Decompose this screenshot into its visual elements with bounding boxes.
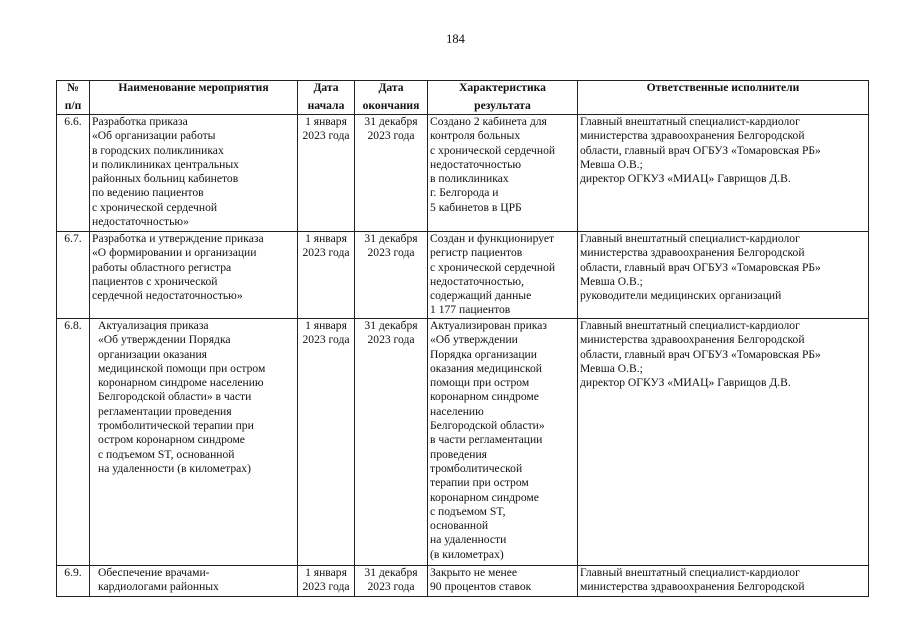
name-line: «Об организации работы [92,129,216,143]
name-line: «Об утверждении Порядка [98,333,231,347]
header-end-date: Дата окончания [355,81,428,115]
header-num: № п/п [57,81,90,115]
name-line: с подъемом ST, основанной [98,447,235,461]
name-line: Белгородской области» в части [98,390,252,404]
responsible-line: Мевша О.В.; [580,157,643,171]
name-line: по ведению пациентов [92,186,204,200]
start-line: 2023 года [302,580,350,594]
responsible-line: Главный внештатный специалист-кардиолог [580,115,800,128]
responsible-line: Главный внештатный специалист-кардиолог [580,232,800,245]
start-line: 2023 года [302,246,350,260]
result-line: в части регламентации [430,433,543,447]
table-row [57,232,869,319]
activity-name [90,566,298,597]
name-line: остром коронарном синдроме [98,433,245,447]
end-line: 31 декабря [364,319,418,332]
responsible-line: министерства здравоохранения Белгородской [580,333,805,347]
name-line: работы областного регистра [92,260,232,274]
result-line: помощи при остром [430,376,530,390]
name-line: в городских поликлиниках [92,143,224,157]
name-line: сердечной недостаточностью» [92,289,243,303]
name-line: Актуализация приказа [98,319,209,332]
responsible-line: области, главный врач ОГБУЗ «Томаровская РБ» [580,143,821,157]
row-number: 6.7. [57,232,90,319]
result-line: с хронической сердечной [430,260,556,274]
result-line: Порядка организации [430,347,537,361]
responsible-persons [578,232,869,319]
responsible-line: директор ОГКУЗ «МИАЦ» Гаврищов Д.В. [580,172,791,186]
result-line: Актуализирован приказ [430,319,547,332]
result-line: 5 кабинетов в ЦРБ [430,200,522,214]
result-line: тромболитической [430,461,523,475]
result-line: (в километрах) [430,547,504,561]
responsible-persons [578,115,869,232]
header-start-date: Дата начала [298,81,355,115]
table-row [57,115,869,232]
end-date [355,232,428,319]
header-name: Наименование мероприятия [90,81,298,115]
result-line: с подъемом ST, [430,504,506,518]
responsible-line: министерства здравоохранения Белгородской [580,129,805,143]
name-line: районных больниц кабинетов [92,172,239,186]
start-date [298,115,355,232]
result-line: в поликлиниках [430,172,509,186]
result-line: коронарном синдроме [430,490,539,504]
result-line: проведения [430,447,487,461]
result-line: г. Белгорода и [430,186,499,200]
name-line: недостаточностью» [92,215,189,229]
responsible-persons [578,566,869,597]
end-line: 31 декабря [364,115,418,128]
result-line: оказания медицинской [430,361,543,375]
activity-name [90,115,298,232]
name-line: коронарном синдроме населению [98,376,264,390]
start-line: 1 января [305,566,347,579]
result-line: основанной [430,519,489,533]
name-line: кардиологами районных [98,580,219,594]
responsible-line: Мевша О.В.; [580,274,643,288]
activities-table [56,80,869,597]
start-date [298,566,355,597]
start-date [298,319,355,566]
end-date [355,115,428,232]
responsible-line: руководители медицинских организаций [580,289,782,303]
name-line: регламентации проведения [98,404,232,418]
name-line: тромболитической терапии при [98,419,254,433]
name-line: на удаленности (в километрах) [98,461,251,475]
responsible-line: Главный внештатный специалист-кардиолог [580,319,800,332]
result-description [428,319,578,566]
responsible-persons [578,319,869,566]
result-description [428,115,578,232]
activity-name [90,232,298,319]
table-row [57,319,869,566]
page-number: 184 [446,32,465,46]
start-line: 2023 года [302,129,350,143]
name-line: Обеспечение врачами- [98,566,210,579]
result-line: с хронической сердечной [430,143,556,157]
header-result: Характеристика результата [428,81,578,115]
header-responsible: Ответственные исполнители [578,81,869,115]
result-description [428,566,578,597]
result-line: Создан и функционирует [430,232,555,245]
end-line: 2023 года [367,246,415,260]
result-line: 1 177 пациентов [430,303,511,317]
result-line: Закрыто не менее [430,566,518,579]
name-line: и поликлиниках центральных [92,157,239,171]
name-line: медицинской помощи при остром [98,361,266,375]
result-line: Белгородской области» [430,419,545,433]
end-line: 2023 года [367,129,415,143]
responsible-line: области, главный врач ОГБУЗ «Томаровская РБ» [580,260,821,274]
responsible-line: министерства здравоохранения Белгородской [580,580,805,594]
result-line: населению [430,404,484,418]
end-line: 31 декабря [364,232,418,245]
result-line: 90 процентов ставок [430,580,532,594]
start-line: 1 января [305,319,347,332]
name-line: организации оказания [98,347,208,361]
end-date [355,319,428,566]
end-line: 31 декабря [364,566,418,579]
name-line: «О формировании и организации [92,246,257,260]
end-line: 2023 года [367,333,415,347]
responsible-line: Главный внештатный специалист-кардиолог [580,566,800,579]
result-description [428,232,578,319]
responsible-line: Мевша О.В.; [580,361,643,375]
result-line: «Об утверждении [430,333,518,347]
name-line: с хронической сердечной [92,200,218,214]
end-line: 2023 года [367,580,415,594]
start-date [298,232,355,319]
row-number: 6.9. [57,566,90,597]
result-line: на удаленности [430,533,507,547]
start-line: 1 января [305,232,347,245]
row-number: 6.6. [57,115,90,232]
result-line: содержащий данные [430,289,532,303]
result-line: недостаточностью [430,157,522,171]
name-line: Разработка и утверждение приказа [92,232,264,245]
result-line: Создано 2 кабинета для [430,115,547,128]
table-row [57,566,869,597]
name-line: пациентов с хронической [92,274,218,288]
result-line: терапии при остром [430,476,529,490]
result-line: коронарном синдроме [430,390,539,404]
name-line: Разработка приказа [92,115,188,128]
result-line: регистр пациентов [430,246,523,260]
table-header-row [57,81,869,115]
responsible-line: области, главный врач ОГБУЗ «Томаровская РБ» [580,347,821,361]
start-line: 2023 года [302,333,350,347]
row-number: 6.8. [57,319,90,566]
result-line: недостаточностью, [430,274,524,288]
activity-name [90,319,298,566]
result-line: контроля больных [430,129,521,143]
start-line: 1 января [305,115,347,128]
responsible-line: министерства здравоохранения Белгородской [580,246,805,260]
responsible-line: директор ОГКУЗ «МИАЦ» Гаврищов Д.В. [580,376,791,390]
end-date [355,566,428,597]
